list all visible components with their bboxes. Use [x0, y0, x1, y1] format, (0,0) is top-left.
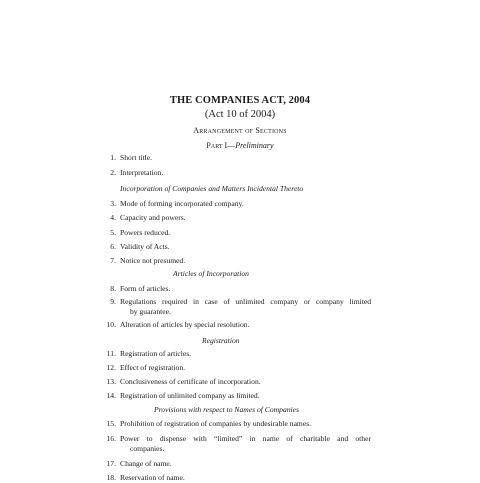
arrangement-heading: Arrangement of Sections: [193, 126, 287, 135]
section-number: 16.: [106, 434, 116, 443]
section-title: Short title.: [120, 153, 153, 162]
section-number: 2.: [110, 168, 116, 177]
section-title: Effect of registration.: [120, 363, 186, 372]
section-title: Form of articles.: [120, 284, 171, 293]
part-heading: [0, 141, 480, 150]
section-number: 4.: [110, 213, 116, 222]
section-number: 17.: [106, 459, 116, 468]
document-title: THE COMPANIES ACT, 2004: [169, 95, 311, 106]
section-title: Mode of forming incorporated company.: [120, 199, 244, 208]
section-title: Powers reduced.: [120, 228, 171, 237]
section-title-continued: companies.: [130, 444, 165, 453]
section-number: 9.: [110, 297, 116, 306]
section-title: Registration of articles.: [120, 349, 192, 358]
section-number: 3.: [110, 199, 116, 208]
section-title: Change of name.: [120, 459, 172, 468]
section-title: Validity of Acts.: [120, 242, 170, 251]
section-title: Capacity and powers.: [120, 213, 186, 222]
section-title: Alteration of articles by special resolution.: [120, 320, 250, 329]
section-title: Notice not presumed.: [120, 256, 186, 265]
section-number: 11.: [106, 349, 116, 358]
document-subtitle: (Act 10 of 2004): [204, 109, 276, 120]
section-group-heading: Incorporation of Companies and Matters Incidental Thereto: [120, 184, 304, 193]
section-title: Registration of unlimited company as limited.: [120, 391, 260, 400]
section-number: 15.: [106, 419, 116, 428]
section-number: 7.: [110, 256, 116, 265]
section-number: 18.: [106, 473, 116, 482]
part-prefix: Part I—: [206, 141, 236, 150]
section-number: 14.: [106, 391, 116, 400]
section-number: 6.: [110, 242, 116, 251]
section-number: 5.: [110, 228, 116, 237]
section-title: Reservation of name.: [120, 473, 185, 482]
section-title: Prohibition of registration of companies by undesirable names.: [120, 419, 312, 428]
part-name: Preliminary: [235, 141, 274, 150]
section-number: 8.: [110, 284, 116, 293]
section-number: 10.: [106, 320, 116, 329]
section-title: Power to dispense with “limited” in name of charitable and other: [120, 434, 371, 443]
section-number: 1.: [110, 153, 116, 162]
section-title-continued: by guarantee.: [130, 307, 171, 316]
section-group-heading: Articles of Incorporation: [173, 269, 249, 278]
section-title: Conclusiveness of certificate of incorporation.: [120, 377, 261, 386]
section-title: Interpretation.: [120, 168, 164, 177]
section-number: 12.: [106, 363, 116, 372]
section-title: Regulations required in case of unlimited company or company limited: [120, 297, 371, 306]
section-group-heading: Registration: [202, 336, 240, 345]
section-group-heading: Provisions with respect to Names of Companies: [154, 405, 299, 414]
section-number: 13.: [106, 377, 116, 386]
